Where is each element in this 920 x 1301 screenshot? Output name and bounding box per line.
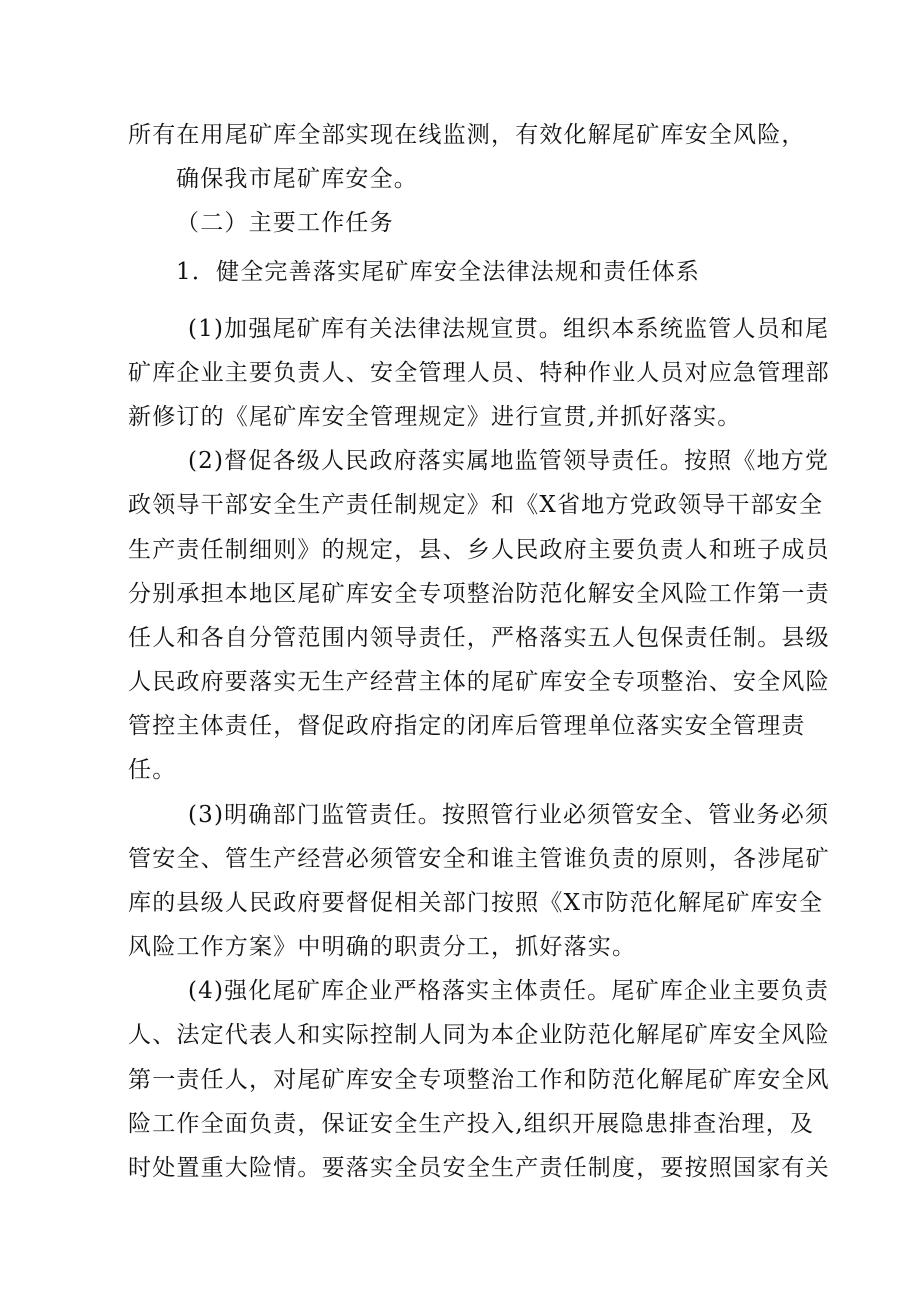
section-heading: （二）主要工作任务: [176, 210, 394, 236]
paragraph-line: (2)督促各级人民政府落实属地监管领导责任。按照《地方党: [188, 448, 830, 474]
paragraph-line: 险工作全面负责，保证安全生产投入,组织开展隐患排查治理，及: [128, 1111, 815, 1137]
paragraph-line: 时处置重大险情。要落实全员安全生产责任制度，要按照国家有关: [128, 1155, 830, 1181]
paragraph-line: (4)强化尾矿库企业严格落实主体责任。尾矿库企业主要负责: [188, 978, 830, 1004]
paragraph-line: (3)明确部门监管责任。按照管行业必须管安全、管业务必须: [188, 802, 830, 828]
paragraph-line: 任人和各自分管范围内领导责任，严格落实五人包保责任制。县级: [128, 625, 830, 651]
paragraph-line: 矿库企业主要负责人、安全管理人员、特种作业人员对应急管理部: [128, 360, 830, 386]
paragraph-line: 第一责任人，对尾矿库安全专项整治工作和防范化解尾矿库安全风: [128, 1067, 830, 1093]
paragraph-line: 政领导干部安全生产责任制规定》和《X省地方党政领导干部安全: [128, 492, 824, 518]
paragraph-line: 人、法定代表人和实际控制人同为本企业防范化解尾矿库安全风险: [128, 1022, 830, 1048]
paragraph-line: 库的县级人民政府要督促相关部门按照《X市防范化解尾矿库安全: [128, 890, 824, 916]
paragraph-line: 新修订的《尾矿库安全管理规定》进行宣贯,并抓好落实。: [128, 404, 742, 430]
goal-line: 确保我市尾矿库安全。: [176, 166, 418, 192]
intro-tail-line: 所有在用尾矿库全部实现在线监测，有效化解尾矿库安全风险，: [128, 122, 806, 148]
paragraph-line: 人民政府要落实无生产经营主体的尾矿库安全专项整治、安全风险: [128, 669, 830, 695]
paragraph-line: 风险工作方案》中明确的职责分工，抓好落实。: [128, 934, 637, 960]
paragraph-line: 生产责任制细则》的规定，县、乡人民政府主要负责人和班子成员: [128, 537, 830, 563]
paragraph-line: (1)加强尾矿库有关法律法规宣贯。组织本系统监管人员和尾: [188, 316, 830, 342]
paragraph-line: 管安全、管生产经营必须管安全和谁主管谁负责的原则，各涉尾矿: [128, 846, 830, 872]
paragraph-line: 分别承担本地区尾矿库安全专项整治防范化解安全风险工作第一责: [128, 581, 830, 607]
paragraph-line: 管控主体责任，督促政府指定的闭库后管理单位落实安全管理责: [128, 713, 806, 739]
paragraph-line: 任。: [128, 757, 177, 783]
subsection-heading: 1．健全完善落实尾矿库安全法律法规和责任体系: [176, 259, 701, 285]
